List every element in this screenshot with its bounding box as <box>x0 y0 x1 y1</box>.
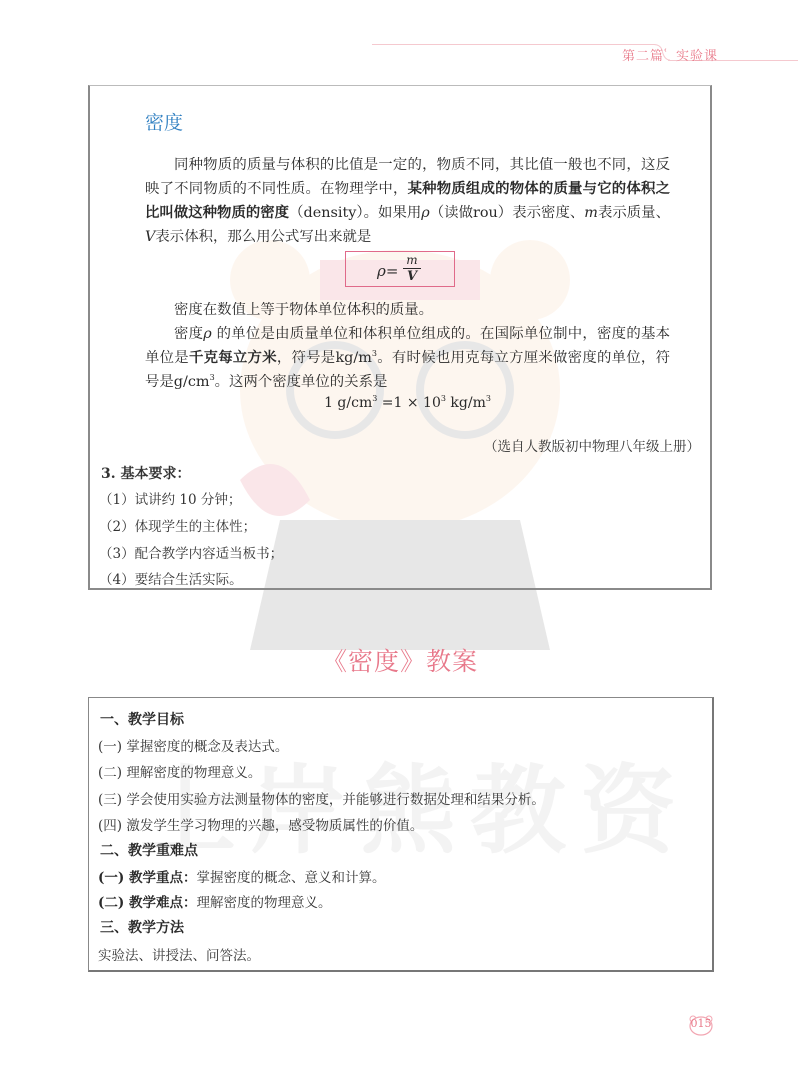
p3-h: 。这两个密度单位的关系是 <box>214 374 388 390</box>
superscript: 3 <box>371 349 377 358</box>
p3-g: 单位，符号是g/cm <box>145 350 670 390</box>
eq-part-c: kg/m <box>445 395 486 411</box>
p1-line3: （density）。如果用 <box>289 205 422 221</box>
requirement-item: （3）配合教学内容适当板书； <box>99 546 284 562</box>
objective-item: (一) 掌握密度的概念及表达式。 <box>98 739 289 755</box>
superscript: 3 <box>485 394 491 403</box>
density-formula <box>377 253 437 285</box>
objective-item: (二) 理解密度的物理意义。 <box>98 765 262 781</box>
difficulty-text: 理解密度的物理意义。 <box>196 895 332 911</box>
formula-denominator: V <box>406 269 418 284</box>
p1-line3-tail: （读做rou）表示密度、 <box>429 205 585 221</box>
requirements-title: 3. 基本要求： <box>101 466 191 482</box>
requirement-item: （1）试讲约 10 分钟； <box>99 492 242 508</box>
curl-divider-icon: ʿ <box>664 47 668 60</box>
p1-line2-bold: 某种物质组成的物体的质量与 <box>407 180 598 197</box>
header-part-label: 第二篇 <box>622 49 665 64</box>
p1-line4b: 表示体积，那么用公式写出来就是 <box>155 229 372 245</box>
lesson-plan-title: 《密度》教案 <box>321 647 478 676</box>
p1-line3-bold: 它的体积之比叫做这种物质的密度 <box>145 180 670 221</box>
formula-numerator: m <box>406 253 418 267</box>
superscript: 3 <box>209 373 215 382</box>
unit-relation-equation <box>145 395 670 411</box>
excerpt-source: （选自人教版初中物理八年级上册） <box>484 439 700 455</box>
excerpt-title: 密度 <box>145 112 184 134</box>
section-heading-key-points: 二、教学重难点 <box>100 843 198 859</box>
rho-symbol: ρ <box>421 205 430 221</box>
excerpt-paragraph-1 <box>145 153 670 249</box>
requirement-item: （4）要结合生活实际。 <box>99 572 243 588</box>
p1-line1: 同种物质的质量与体积的比值是一定的，物质不同，其比值一般也不同， <box>174 157 641 173</box>
p3-b: 的单位是由质量单位和体积单位组成的。在国际单位制中，密度的 <box>211 326 641 342</box>
difficulty-label: (二) 教学难点： <box>98 895 197 911</box>
eq-part-a: 1 g/cm <box>324 395 373 411</box>
difficulty-line <box>98 891 331 911</box>
formula-fraction <box>403 253 421 284</box>
superscript: 3 <box>440 394 446 403</box>
header-course-label: 实验课 <box>676 49 719 64</box>
p3-bold-unit: 千克每立方米 <box>188 349 277 366</box>
section-heading-methods: 三、教学方法 <box>100 920 184 936</box>
superscript: 3 <box>372 394 378 403</box>
page-number: 015 <box>690 1017 712 1030</box>
objective-item: (四) 激发学生学习物理的兴趣，感受物质属性的价值。 <box>98 818 424 834</box>
p3-c: 基本单位是 <box>145 326 670 366</box>
p1-line2: 这反映了不同物质的不同性质。在物理学中， <box>145 157 670 197</box>
excerpt-paragraph-3 <box>145 322 670 394</box>
section-heading-objectives: 一、教学目标 <box>100 712 184 728</box>
methods-text: 实验法、讲授法、问答法。 <box>98 948 260 964</box>
eq-part-b: =1 × 10 <box>377 395 441 411</box>
header-rule <box>372 44 604 45</box>
rho-symbol: ρ <box>203 326 212 342</box>
excerpt-paragraph-2: 密度在数值上等于物体单位体积的质量。 <box>174 302 434 318</box>
p3-f: 。有时候也用克每立方厘米做密度的 <box>376 350 612 366</box>
key-point-text: 掌握密度的概念、意义和计算。 <box>196 870 386 886</box>
objective-item: (三) 学会使用实验方法测量物体的密度，并能够进行数据处理和结果分析。 <box>98 792 545 808</box>
p3-a: 密度 <box>174 326 204 342</box>
v-symbol: V <box>145 229 156 245</box>
m-symbol: m <box>584 205 598 221</box>
p3-e: ，符号是kg/m <box>276 350 372 366</box>
key-point-line <box>98 866 385 886</box>
requirement-item: （2）体现学生的主体性； <box>99 519 257 535</box>
formula-lhs: ρ= <box>377 262 399 280</box>
p1-line4a: 表示质量、 <box>597 205 670 221</box>
key-point-label: (一) 教学重点： <box>98 870 197 886</box>
